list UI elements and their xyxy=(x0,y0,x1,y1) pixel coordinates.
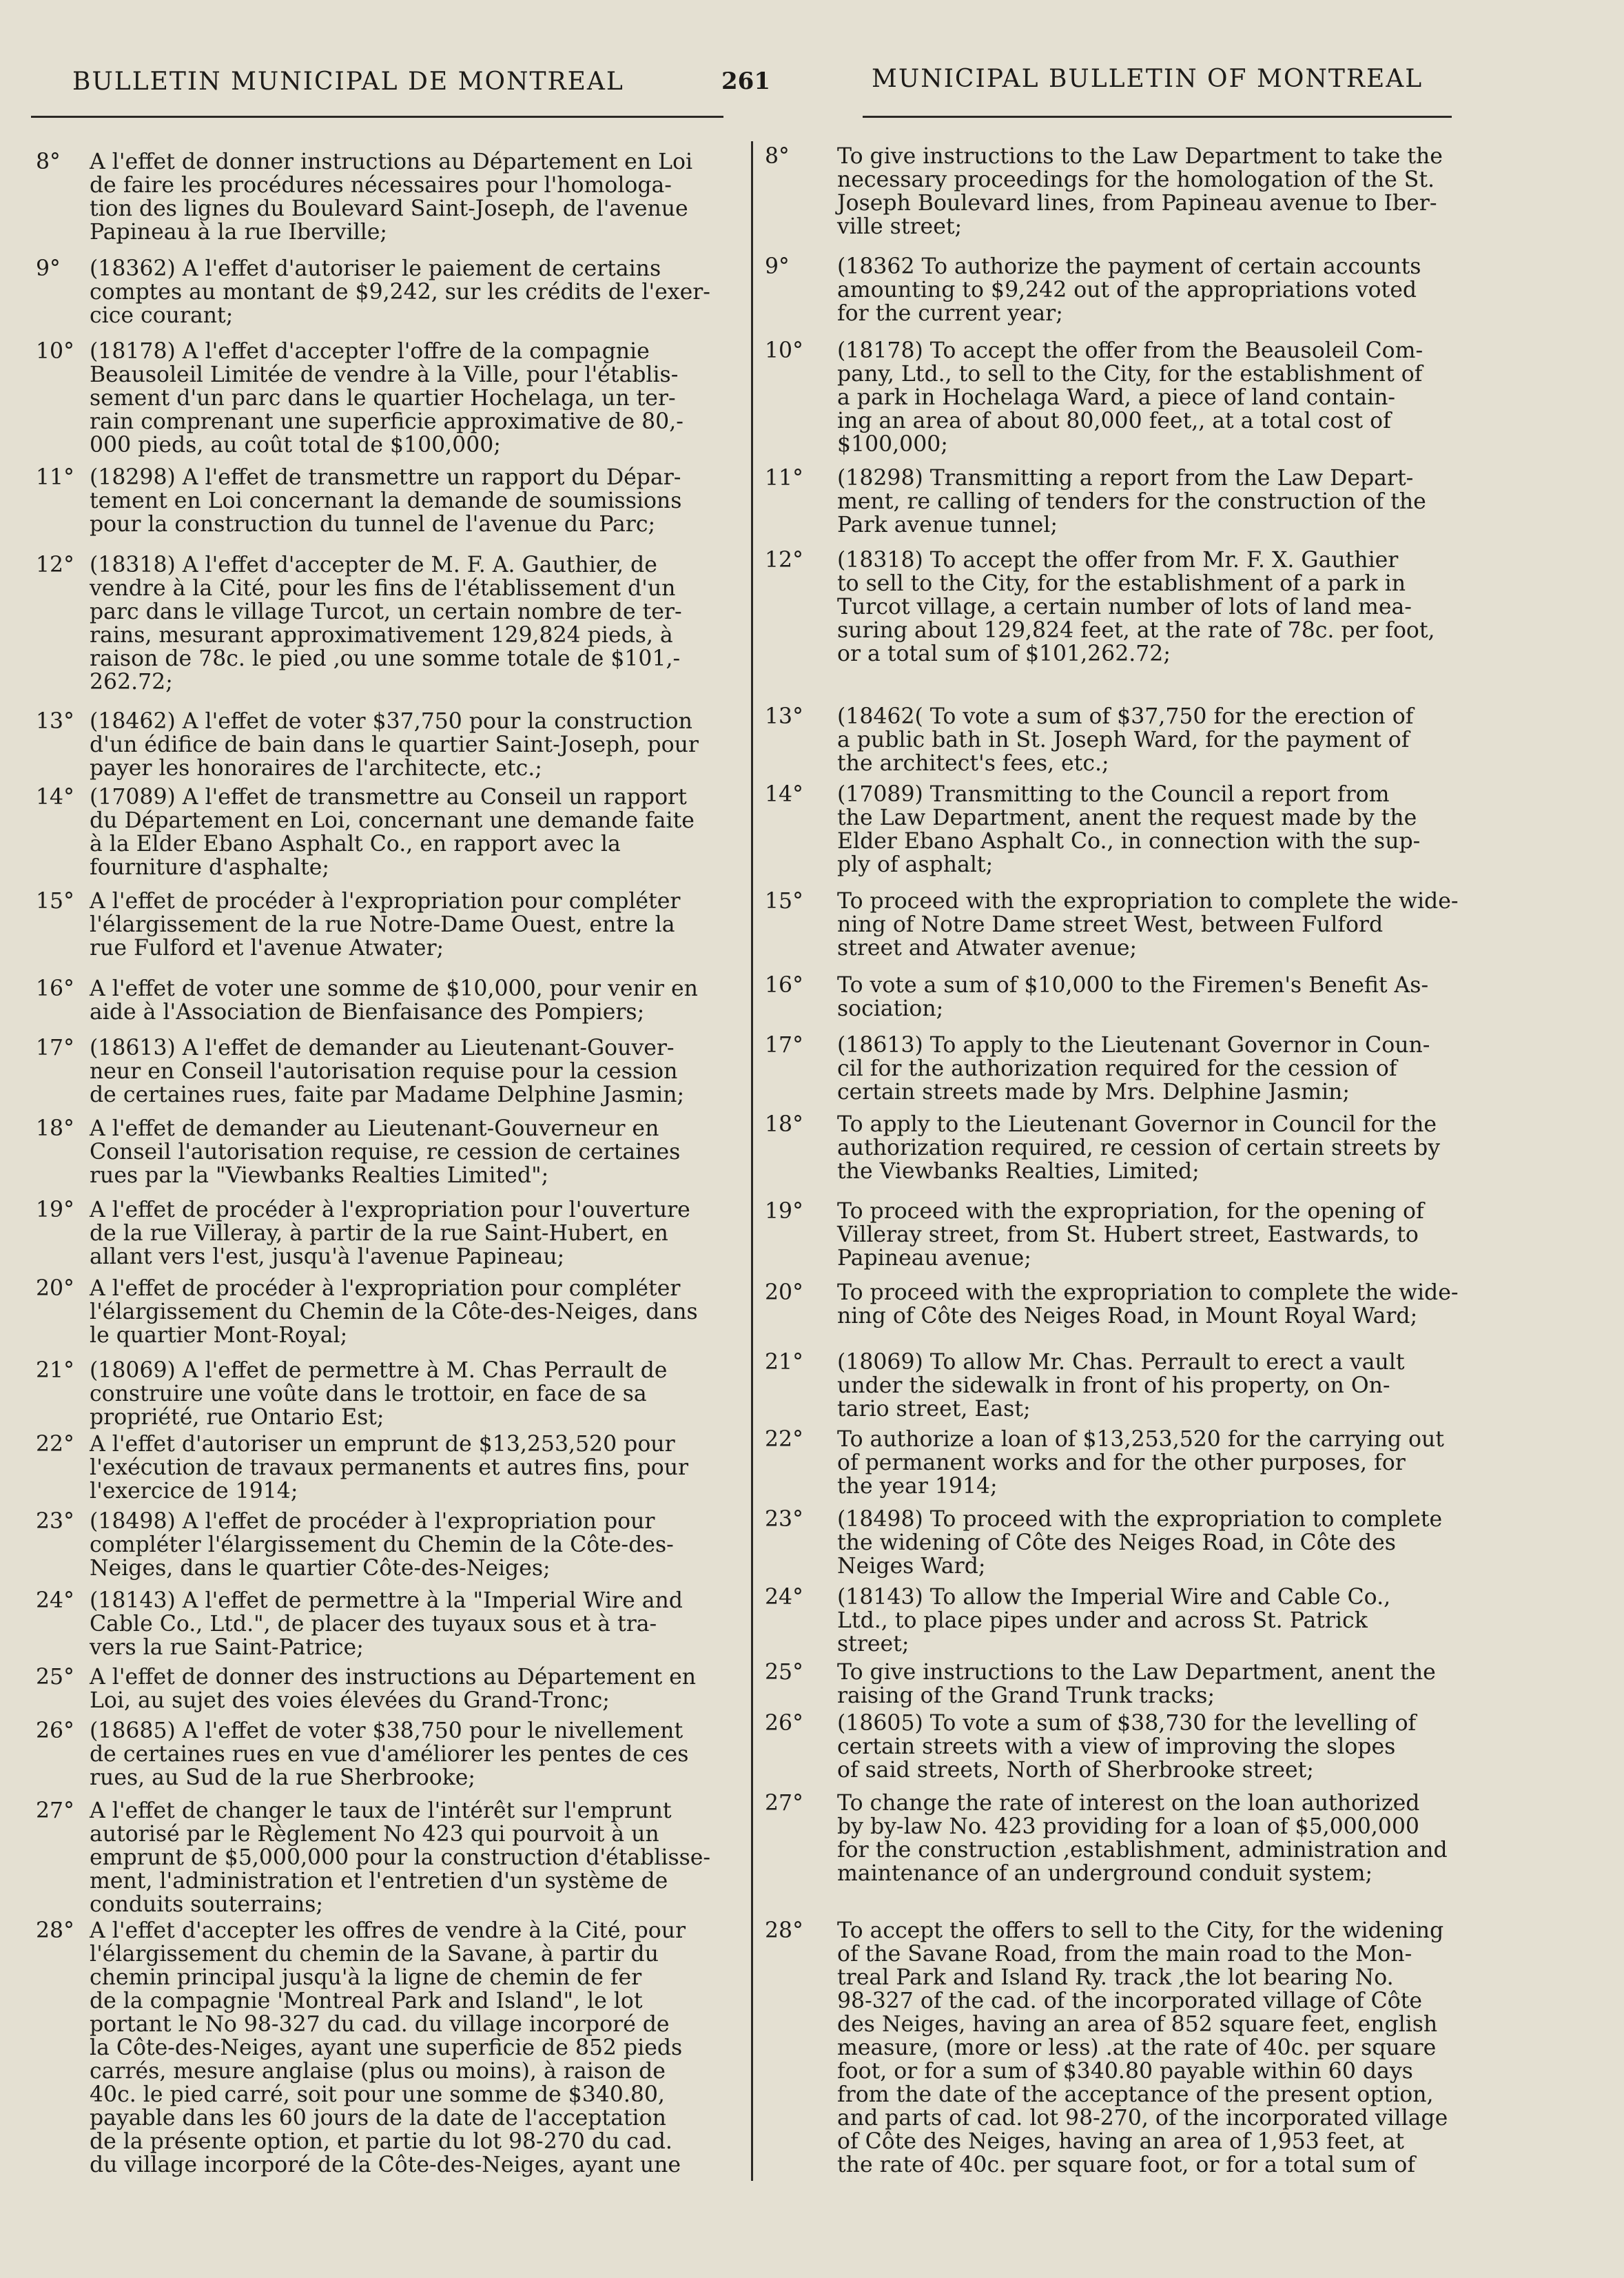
item-text: (18462( To vote a sum of $37,750 for the erection of a public bath in St. Joseph Ward, for the payment of the architect's fees, etc.; xyxy=(837,704,1414,776)
french-resolution-item xyxy=(0,1510,748,1580)
english-resolution-item xyxy=(765,1200,1488,1270)
item-number: 27° xyxy=(765,1791,803,1816)
item-number: 21° xyxy=(765,1350,803,1375)
french-resolution-item xyxy=(0,1719,748,1789)
item-text: To give instructions to the Law Department to take the necessary proceedings for the homologation of the St. Joseph Boulevard lines, from Papineau avenue to Iber- ville street; xyxy=(837,144,1443,239)
item-text: (18362) A l'effet d'autoriser le paiement de certains comptes au montant de $9,242, sur les crédits de l'exer- cice courant; xyxy=(90,256,710,328)
english-resolution-item xyxy=(765,1034,1488,1104)
item-number: 20° xyxy=(765,1280,803,1305)
item-text: (18069) To allow Mr. Chas. Perrault to erect a vault under the sidewalk in front of his property, on On- tario street, East; xyxy=(837,1350,1405,1422)
french-resolution-item xyxy=(0,890,748,960)
item-text: (18143) To allow the Imperial Wire and Cable Co., Ltd., to place pipes under and across St. Patrick street; xyxy=(837,1585,1391,1656)
french-resolution-item xyxy=(0,977,748,1024)
item-number: 16° xyxy=(36,976,74,1001)
item-text: (18605) To vote a sum of $38,730 for the levelling of certain streets with a view of improving the slopes of said streets, North of Sherbrooke street; xyxy=(837,1711,1417,1783)
french-resolution-item xyxy=(0,1036,748,1107)
french-resolution-item xyxy=(0,710,748,780)
english-resolution-item xyxy=(765,705,1488,775)
header-rule-right xyxy=(863,116,1452,118)
item-text: A l'effet de demander au Lieutenant-Gouverneur en Conseil l'autorisation requise, re cession de certaines rues par la "Viewbanks Realties Limited"; xyxy=(90,1116,681,1188)
french-resolution-item xyxy=(0,1198,748,1269)
english-resolution-item xyxy=(765,548,1488,666)
item-text: To give instructions to the Law Department, anent the raising of the Grand Trunk tracks; xyxy=(837,1660,1436,1708)
item-text: (18069) A l'effet de permettre à M. Chas Perrault de construire une voûte dans le trottoir, en face de sa propriété, rue Ontario Est; xyxy=(90,1358,668,1430)
item-text: (18498) To proceed with the expropriation to complete the widening of Côte des Neiges Road, in Côte des Neiges Ward; xyxy=(837,1507,1443,1579)
item-number: 19° xyxy=(36,1198,74,1222)
english-resolution-item xyxy=(765,783,1488,876)
english-resolution-item xyxy=(765,1792,1488,1885)
english-resolution-item xyxy=(765,1508,1488,1578)
english-resolution-item xyxy=(765,1351,1488,1421)
item-number: 23° xyxy=(765,1507,803,1532)
english-resolution-item xyxy=(765,1428,1488,1498)
item-text: (18685) A l'effet de voter $38,750 pour le nivellement de certaines rues en vue d'améliorer les pentes de ces rues, au Sud de la rue Sherbrooke; xyxy=(90,1718,689,1790)
item-number: 8° xyxy=(765,144,790,169)
french-resolution-item xyxy=(0,553,748,694)
french-resolution-item xyxy=(0,1359,748,1429)
english-resolution-item xyxy=(765,1281,1488,1328)
item-number: 24° xyxy=(36,1588,74,1613)
item-text: To proceed with the expropriation to complete the wide- ning of Notre Dame street West, between Fulford street and Atwater avenue; xyxy=(837,889,1459,961)
item-number: 9° xyxy=(765,254,790,279)
item-number: 11° xyxy=(36,465,74,490)
item-text: (18178) To accept the offer from the Beausoleil Com- pany, Ltd., to sell to the City, for the establishment of a park in Hochelaga Ward, a piece of land contain- ing an area of about 80,000 feet,, at a total cost of $100,000; xyxy=(837,338,1423,457)
item-text: (18462) A l'effet de voter $37,750 pour la construction d'un édifice de bain dans le quartier Saint-Joseph, pour payer les honoraires de l'architecte, etc.; xyxy=(90,709,699,781)
french-resolution-item xyxy=(0,1589,748,1659)
item-text: A l'effet de procéder à l'expropriation pour l'ouverture de la rue Villeray, à partir de la rue Saint-Hubert, en allant vers l'est, jusqu'à l'avenue Papineau; xyxy=(90,1198,690,1269)
item-text: To vote a sum of $10,000 to the Firemen's Benefit As- sociation; xyxy=(837,973,1429,1021)
item-text: (18178) A l'effet d'accepter l'offre de la compagnie Beausoleil Limitée de vendre à la Ville, pour l'établis- sement d'un parc dans le quartier Hochelaga, un ter- rain comprenant une superficie approximative de 80,- 000 pieds, au coût total de $100,000; xyxy=(90,339,683,458)
item-text: A l'effet de procéder à l'expropriation pour compléter l'élargissement de la rue Notre-Dame Ouest, entre la rue Fulford et l'avenue Atwater; xyxy=(90,889,681,961)
item-number: 28° xyxy=(36,1918,74,1943)
item-number: 19° xyxy=(765,1199,803,1224)
page-header xyxy=(0,65,1624,109)
english-resolution-item xyxy=(765,1113,1488,1183)
english-resolution-item xyxy=(765,145,1488,238)
item-text: A l'effet de voter une somme de $10,000, pour venir en aide à l'Association de Bienfaisance des Pompiers; xyxy=(90,976,698,1025)
item-text: (18318) A l'effet d'accepter de M. F. A. Gauthier, de vendre à la Cité, pour les fins de l'établissement d'un parc dans le village Turcot, un certain nombre de ter- rains, mesurant approximativement 129,824 pieds, à raison de 78c. le pied ,ou une somme totale de $101,- 262.72; xyxy=(90,553,682,695)
item-number: 18° xyxy=(36,1116,74,1141)
item-text: A l'effet de changer le taux de l'intérêt sur l'emprunt autorisé par le Règlement No 423 qui pourvoit à un emprunt de $5,000,000 pour la construction d'établisse- ment, l'administration et l'entretien d'un système de conduits souterrains; xyxy=(90,1798,711,1917)
header-rule-left xyxy=(31,116,723,118)
item-number: 12° xyxy=(765,548,803,573)
page-number: 261 xyxy=(721,68,770,95)
item-number: 9° xyxy=(36,256,61,281)
item-text: A l'effet de procéder à l'expropriation pour compléter l'élargissement du Chemin de la Côte-des-Neiges, dans le quartier Mont-Royal; xyxy=(90,1276,698,1348)
item-number: 26° xyxy=(36,1718,74,1743)
item-number: 28° xyxy=(765,1918,803,1943)
french-resolution-item xyxy=(0,150,748,244)
french-resolution-item xyxy=(0,786,748,879)
english-resolution-item xyxy=(765,255,1488,325)
french-resolution-item xyxy=(0,1433,748,1503)
item-number: 26° xyxy=(765,1711,803,1736)
english-resolution-item xyxy=(765,1919,1488,2177)
item-text: A l'effet de donner des instructions au Département en Loi, au sujet des voies élevées du Grand-Tronc; xyxy=(90,1665,697,1713)
item-number: 10° xyxy=(36,339,74,364)
english-resolution-item xyxy=(765,1712,1488,1782)
english-resolution-item xyxy=(765,466,1488,537)
item-text: To proceed with the expropriation to complete the wide- ning of Côte des Neiges Road, in Mount Royal Ward; xyxy=(837,1280,1459,1328)
item-text: To change the rate of interest on the loan authorized by by-law No. 423 providing for a loan of $5,000,000 for the construction ,establishment, administration and maintenance of an underground conduit system; xyxy=(837,1791,1448,1886)
item-number: 27° xyxy=(36,1798,74,1823)
item-number: 16° xyxy=(765,973,803,998)
item-text: (18613) To apply to the Lieutenant Governor in Coun- cil for the authorization required for the cession of certain streets made by Mrs. Delphine Jasmin; xyxy=(837,1033,1430,1105)
french-resolution-item xyxy=(0,466,748,536)
item-text: (18362 To authorize the payment of certain accounts amounting to $9,242 out of the appropriations voted for the current year; xyxy=(837,254,1421,326)
french-resolution-item xyxy=(0,1277,748,1347)
item-number: 11° xyxy=(765,466,803,491)
item-number: 14° xyxy=(765,782,803,807)
item-number: 17° xyxy=(765,1033,803,1058)
item-number: 23° xyxy=(36,1509,74,1534)
item-number: 14° xyxy=(36,785,74,810)
header-title-french: BULLETIN MUNICIPAL DE MONTREAL xyxy=(72,68,624,96)
item-number: 13° xyxy=(765,704,803,729)
english-resolution-item xyxy=(765,339,1488,456)
item-number: 10° xyxy=(765,338,803,363)
header-title-english: MUNICIPAL BULLETIN OF MONTREAL xyxy=(872,65,1423,93)
item-text: (18143) A l'effet de permettre à la "Imperial Wire and Cable Co., Ltd.", de placer des tuyaux sous et à tra- vers la rue Saint-Patrice; xyxy=(90,1588,683,1660)
item-text: A l'effet d'autoriser un emprunt de $13,253,520 pour l'exécution de travaux permanents et autres fins, pour l'exercice de 1914; xyxy=(90,1432,689,1504)
french-resolution-item xyxy=(0,1919,748,2177)
item-number: 22° xyxy=(36,1432,74,1457)
english-resolution-item xyxy=(765,974,1488,1020)
french-resolution-item xyxy=(0,1665,748,1712)
french-resolution-item xyxy=(0,1799,748,1916)
item-number: 25° xyxy=(765,1660,803,1685)
french-resolution-item xyxy=(0,340,748,457)
item-text: (18298) A l'effet de transmettre un rapport du Dépar- tement en Loi concernant la demande de soumissions pour la construction du tunnel de l'avenue du Parc; xyxy=(90,465,682,537)
item-number: 15° xyxy=(36,889,74,914)
english-resolution-item xyxy=(765,1661,1488,1707)
item-number: 18° xyxy=(765,1112,803,1137)
item-number: 12° xyxy=(36,553,74,577)
item-number: 22° xyxy=(765,1427,803,1452)
column-divider xyxy=(751,141,753,2181)
item-number: 17° xyxy=(36,1036,74,1060)
item-text: (17089) Transmitting to the Council a report from the Law Department, anent the request made by the Elder Ebano Asphalt Co., in connection with the sup- ply of asphalt; xyxy=(837,782,1421,877)
english-resolution-item xyxy=(765,1586,1488,1656)
item-number: 25° xyxy=(36,1665,74,1690)
item-number: 13° xyxy=(36,709,74,734)
item-text: To apply to the Lieutenant Governor in Council for the authorization required, re cession of certain streets by the Viewbanks Realties, Limited; xyxy=(837,1112,1441,1184)
item-text: (18613) A l'effet de demander au Lieutenant-Gouver- neur en Conseil l'autorisation requise pour la cession de certaines rues, faite par Madame Delphine Jasmin; xyxy=(90,1036,685,1107)
item-text: (18318) To accept the offer from Mr. F. X. Gauthier to sell to the City, for the establishment of a park in Turcot village, a certain number of lots of land mea- suring about 129,824 feet, at the rate of 78c. per foot, or a total sum of $101,262.72; xyxy=(837,548,1435,666)
item-number: 20° xyxy=(36,1276,74,1301)
item-text: To authorize a loan of $13,253,520 for the carrying out of permanent works and for the other purposes, for the year 1914; xyxy=(837,1427,1444,1499)
item-text: To proceed with the expropriation, for the opening of Villeray street, from St. Hubert street, Eastwards, to Papineau avenue; xyxy=(837,1199,1424,1271)
item-text: (18298) Transmitting a report from the Law Depart- ment, re calling of tenders for the construction of the Park avenue tunnel; xyxy=(837,466,1426,537)
item-text: (18498) A l'effet de procéder à l'expropriation pour compléter l'élargissement du Chemin de la Côte-des- Neiges, dans le quartier Côte-des-Neiges; xyxy=(90,1509,674,1581)
item-number: 15° xyxy=(765,889,803,914)
item-text: (17089) A l'effet de transmettre au Conseil un rapport du Département en Loi, concernant une demande faite à la Elder Ebano Asphalt Co., en rapport avec la fourniture d'asphalte; xyxy=(90,785,695,880)
item-number: 24° xyxy=(765,1585,803,1610)
french-resolution-item xyxy=(0,257,748,327)
french-resolution-item xyxy=(0,1117,748,1187)
item-text: To accept the offers to sell to the City, for the widening of the Savane Road, from the main road to the Mon- treal Park and Island Ry. track ,the lot bearing No. 98-327 of the cad. of the incorporated village of Côte des Neiges, having an area of 852 square feet, english measure, (more or less) .at the rate of 40c. per square foot, or for a sum of $340.80 payable within 60 days from the date of the acceptance of the present option, and parts of cad. lot 98-270, of the incorporated village of Côte des Neiges, having an area of 1,953 feet, at the rate of 40c. per square foot, or for a total sum of xyxy=(837,1918,1448,2177)
item-text: A l'effet de donner instructions au Département en Loi de faire les procédures nécessaires pour l'homologa- tion des lignes du Boulevard Saint-Joseph, de l'avenue Papineau à la rue Iberville; xyxy=(90,150,693,245)
english-resolution-item xyxy=(765,890,1488,960)
item-number: 8° xyxy=(36,150,61,174)
item-number: 21° xyxy=(36,1358,74,1383)
item-text: A l'effet d'accepter les offres de vendre à la Cité, pour l'élargissement du chemin de la Savane, à partir du chemin principal jusqu'à la ligne de chemin de fer de la compagnie 'Montreal Park and Island", le lot portant le No 98-327 du cad. du village incorporé de la Côte-des-Neiges, ayant une superficie de 852 pieds carrés, mesure anglaise (plus ou moins), à raison de 40c. le pied carré, soit pour une somme de $340.80, payable dans les 60 jours de la date de l'acceptation de la présente option, et partie du lot 98-270 du cad. du village incorporé de la Côte-des-Neiges, ayant une xyxy=(90,1918,686,2177)
